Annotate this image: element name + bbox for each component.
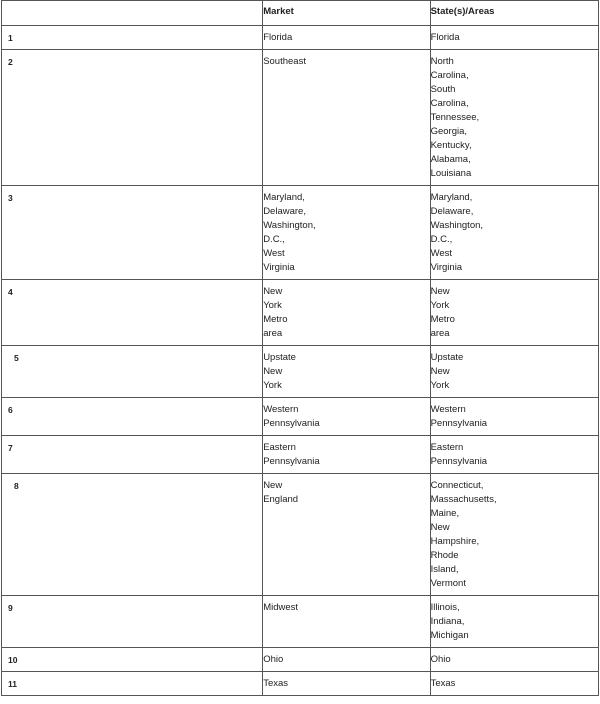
states-cell-line: Eastern: [430, 442, 464, 453]
states-cell-line: Kentucky,: [430, 140, 472, 151]
states-cell-line: Carolina,: [430, 98, 469, 109]
market-cell-line: Ohio: [263, 654, 284, 665]
states-cell-line: Carolina,: [430, 70, 469, 81]
row-number: 5: [2, 346, 263, 398]
row-number: 10: [2, 648, 263, 672]
market-cell: [263, 436, 430, 474]
states-cell-line: New: [430, 286, 450, 297]
states-cell: [430, 50, 598, 186]
states-cell-line: Island,: [430, 564, 459, 575]
market-cell: [263, 186, 430, 280]
market-cell-line: New: [263, 366, 283, 377]
row-number: 6: [2, 398, 263, 436]
table-row: [2, 346, 599, 398]
market-cell-line: England: [263, 494, 299, 505]
row-number: 3: [2, 186, 263, 280]
market-cell-line: D.C.,: [263, 234, 285, 245]
market-cell: [263, 346, 430, 398]
market-cell-line: Maryland,: [263, 192, 305, 203]
states-cell-line: Maine,: [430, 508, 460, 519]
states-cell: [430, 474, 598, 596]
row-number: 11: [2, 672, 263, 696]
states-cell-line: New: [430, 522, 450, 533]
states-cell-line: Alabama,: [430, 154, 471, 165]
states-cell-line: Massachusetts,: [430, 494, 497, 505]
table-row: [2, 398, 599, 436]
states-cell-line: Virginia: [430, 262, 463, 273]
market-cell: [263, 26, 430, 50]
market-cell-line: West: [263, 248, 285, 259]
table-row: [2, 280, 599, 346]
market-cell-line: Eastern: [263, 442, 296, 453]
states-cell-line: Georgia,: [430, 126, 468, 137]
header-number: [2, 1, 263, 26]
market-cell-line: Pennsylvania: [263, 456, 320, 467]
market-cell: [263, 596, 430, 648]
states-cell-line: Ohio: [430, 654, 451, 665]
market-cell: [263, 648, 430, 672]
states-cell-line: Louisiana: [430, 168, 472, 179]
states-cell-line: Vermont: [430, 578, 466, 589]
states-cell-line: Maryland,: [430, 192, 473, 203]
states-cell-line: New: [430, 366, 450, 377]
states-cell-line: Florida: [430, 32, 460, 43]
row-number: 8: [2, 474, 263, 596]
states-cell-line: North: [430, 56, 454, 67]
market-cell: [263, 280, 430, 346]
states-cell: [430, 346, 598, 398]
market-cell-line: Western: [263, 404, 299, 415]
states-cell: [430, 280, 598, 346]
market-cell-line: New: [263, 286, 283, 297]
states-cell-line: Metro: [430, 314, 455, 325]
market-cell-line: York: [263, 300, 282, 311]
states-cell: [430, 186, 598, 280]
states-cell: [430, 596, 598, 648]
header-market: Market: [263, 1, 430, 26]
market-cell-line: Delaware,: [263, 206, 306, 217]
market-cell: [263, 398, 430, 436]
table-row: [2, 474, 599, 596]
row-number: 9: [2, 596, 263, 648]
market-cell-line: Southeast: [263, 56, 306, 67]
market-cell: [263, 50, 430, 186]
row-number: 7: [2, 436, 263, 474]
states-cell: [430, 26, 598, 50]
market-cell-line: Upstate: [263, 352, 296, 363]
table-row: [2, 596, 599, 648]
header-row: [2, 1, 599, 26]
row-number: 1: [2, 26, 263, 50]
states-cell-line: Tennessee,: [430, 112, 480, 123]
market-cell-line: Metro: [263, 314, 288, 325]
market-cell-line: Virginia: [263, 262, 295, 273]
table-body: [2, 26, 599, 696]
states-cell-line: Texas: [430, 678, 456, 689]
states-cell-line: Pennsylvania: [430, 418, 488, 429]
market-cell-line: Florida: [263, 32, 293, 43]
states-cell-line: South: [430, 84, 456, 95]
market-cell-line: Texas: [263, 678, 289, 689]
table-row: [2, 648, 599, 672]
states-cell-line: D.C.,: [430, 234, 453, 245]
states-cell-line: Delaware,: [430, 206, 474, 217]
states-cell-line: Michigan: [430, 630, 469, 641]
row-number: 2: [2, 50, 263, 186]
states-cell-line: York: [430, 300, 450, 311]
states-cell-line: West: [430, 248, 453, 259]
market-cell-line: Midwest: [263, 602, 299, 613]
states-cell-line: Connecticut,: [430, 480, 484, 491]
row-number: 4: [2, 280, 263, 346]
table-row: [2, 50, 599, 186]
states-cell-line: Indiana,: [430, 616, 465, 627]
markets-table: [1, 0, 599, 696]
states-cell-line: Hampshire,: [430, 536, 480, 547]
table-row: [2, 186, 599, 280]
header-states: State(s)/Areas: [430, 1, 598, 26]
table-row: [2, 26, 599, 50]
states-cell-line: Washington,: [430, 220, 484, 231]
states-cell-line: Upstate: [430, 352, 464, 363]
table-row: [2, 436, 599, 474]
market-cell-line: York: [263, 380, 282, 391]
states-cell-line: Western: [430, 404, 466, 415]
states-cell-line: York: [430, 380, 450, 391]
market-cell-line: Washington,: [263, 220, 316, 231]
states-cell: [430, 398, 598, 436]
states-cell-line: Rhode: [430, 550, 459, 561]
market-cell: [263, 474, 430, 596]
states-cell-line: Illinois,: [430, 602, 460, 613]
states-cell: [430, 648, 598, 672]
table-row: [2, 672, 599, 696]
market-cell-line: New: [263, 480, 283, 491]
states-cell: [430, 672, 598, 696]
market-cell: [263, 672, 430, 696]
market-cell-line: Pennsylvania: [263, 418, 320, 429]
states-cell: [430, 436, 598, 474]
states-cell-line: area: [430, 328, 450, 339]
market-cell-line: area: [263, 328, 283, 339]
states-cell-line: Pennsylvania: [430, 456, 488, 467]
